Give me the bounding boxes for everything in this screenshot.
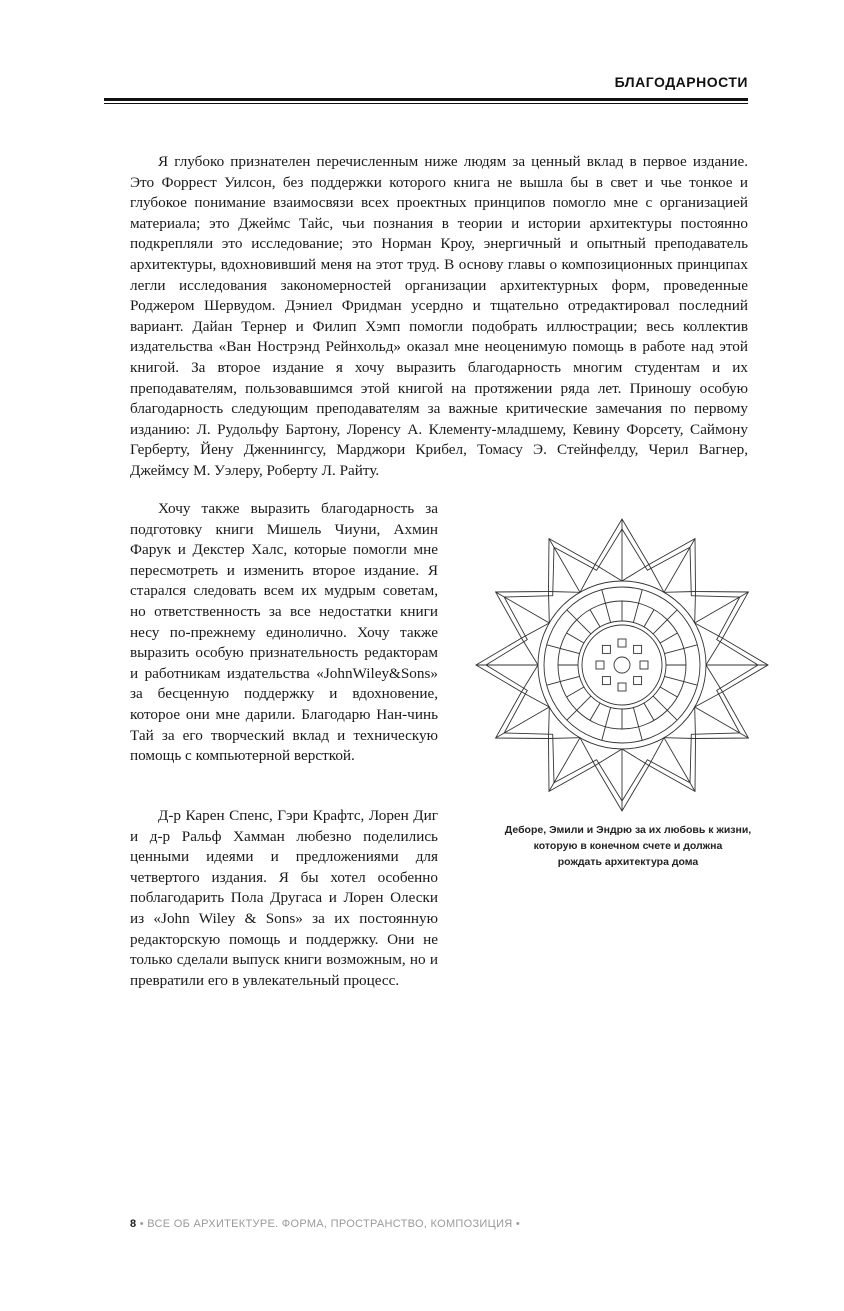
radial-line (605, 603, 610, 622)
radial-line (653, 696, 667, 710)
radial-line (567, 610, 577, 620)
header-rule (104, 98, 748, 101)
radial-line (602, 727, 606, 741)
page-footer (130, 1218, 520, 1230)
caption-line-1: Деборе, Эмили и Эндрю за их любовь к жизни, (504, 824, 752, 836)
radial-line (653, 620, 667, 634)
caption-line-3: рождать архитектура дома (557, 856, 699, 868)
radial-line (547, 682, 561, 686)
radial-line (665, 648, 684, 653)
star-plan-drawing (474, 515, 770, 815)
center-circle (614, 657, 630, 673)
radial-line (567, 687, 584, 697)
facet-line (622, 749, 649, 766)
acknowledgement-paragraph-1: Я глубоко признателен перечисленным ниже людям за ценный вклад в первое издание. Это Форрест Уилсон, без поддержки которого книга не вышла бы в свет и чье тонкое и глубокое понимание взаимосвязи всех проектных принципов помогло мне с организацией материала; это Джеймс Тайс, чьи познания в теории и истории архитектуры постоянно подкрепляли это исследование; это Норман Кроу, энергичный и опытный преподаватель архитектуры, вдохновивший меня на этот труд. В основу главы о композиционных принципах легли исследования закономерностей организации архитектурных форм, проведенные Роджером Шервудом. Дэниел Фридман усердно и тщательно отредактировал последний вариант. Дайан Тернер и Филип Хэмп помогли подобрать иллюстрации; весь коллектив издательства «Ван Нострэнд Рейнхольд» оказал мне неоценимую помощь в работе над этой книгой. За второе издание я хочу выразить благодарность многим студентам и их преподавателям, пользовавшимся этой книгой на протяжении ряда лет. Приношу особую благодарность следующим преподавателям за важные критические замечания по первому изданию: Л. Рудольфу Бартону, Лоренсу А. Клементу-младшему, Кевину Форсету, Саймону Герберту, Йену Дженнингсу, Марджори Крибел, Томасу Э. Стейнфелду, Черил Вагнер, Джеймсу М. Уэлеру, Роберту Л. Райту. (130, 153, 748, 479)
radial-line (560, 648, 579, 653)
radial-line (602, 590, 606, 604)
radial-line (567, 710, 577, 720)
facet-line (595, 749, 622, 766)
radial-line (577, 696, 591, 710)
radial-line (590, 703, 600, 720)
radial-line (605, 708, 610, 727)
header-rule-thin (104, 103, 748, 104)
radial-line (560, 676, 579, 681)
radial-line (684, 645, 698, 649)
ring-inner-2 (582, 625, 662, 705)
facet-line (595, 565, 622, 582)
facet-line (522, 665, 539, 692)
radial-line (577, 620, 591, 634)
facet-line (622, 565, 649, 582)
section-title: БЛАГОДАРНОСТИ (614, 74, 748, 90)
center-motif (640, 661, 648, 669)
radial-line (590, 610, 600, 627)
caption-line-2: которую в конечном счете и должна (533, 840, 723, 852)
ring-inner (578, 621, 666, 709)
radial-line (639, 727, 643, 741)
center-motif (634, 677, 642, 685)
radial-line (644, 703, 654, 720)
radial-line (665, 676, 684, 681)
radial-line (639, 590, 643, 604)
page-header (104, 70, 748, 108)
acknowledgement-paragraph-3: Д-р Карен Спенс, Гэри Крафтс, Лорен Диг и д-р Ральф Хамман любезно поделились ценными идеями и предложениями для четвертого издания. Я бы хотел особенно поблагодарить Пола Другаса и Лорен Олески из «John Wiley & Sons» за их постоянную редакторскую помощь и поддержку. Они не только сделали выпуск книги возможным, но и превратили его в увлекательный процесс. (130, 807, 438, 989)
radial-line (567, 633, 584, 643)
center-motif (618, 639, 626, 647)
center-motif (596, 661, 604, 669)
page-number: 8 (130, 1218, 137, 1230)
star-fortress-illustration (474, 515, 770, 815)
facet-line (706, 638, 723, 665)
facet-line (706, 665, 723, 692)
center-motif (602, 677, 610, 685)
center-motif (602, 645, 610, 653)
center-motif (634, 645, 642, 653)
figure-caption (488, 822, 768, 870)
radial-line (547, 645, 561, 649)
radial-line (667, 610, 677, 620)
radial-line (644, 610, 654, 627)
center-motif (618, 683, 626, 691)
radial-line (660, 633, 677, 643)
acknowledgement-paragraph-2: Хочу также выразить благодарность за подготовку книги Мишель Чиуни, Ахмин Фарук и Декстер Халс, которые помогли мне пересмотреть и изменить второе издание. Я старался следовать всем их мудрым советам, но ответственность за все недостатки книги несу по-прежнему единолично. Хочу также выразить особую признательность редакторам и работникам издательства «JohnWiley&Sons» за бесценную поддержку и вдохновение, которое они мне дарили. Благодарю Нан-чинь Тай за его творческий вклад и техническую помощь с компьютерной версткой. (130, 500, 438, 765)
radial-line (684, 682, 698, 686)
radial-line (633, 708, 638, 727)
radial-line (633, 603, 638, 622)
radial-line (660, 687, 677, 697)
facet-line (522, 638, 539, 665)
radial-line (667, 710, 677, 720)
running-title: • ВСЕ ОБ АРХИТЕКТУРЕ. ФОРМА, ПРОСТРАНСТВО, КОМПОЗИЦИЯ • (136, 1218, 521, 1230)
